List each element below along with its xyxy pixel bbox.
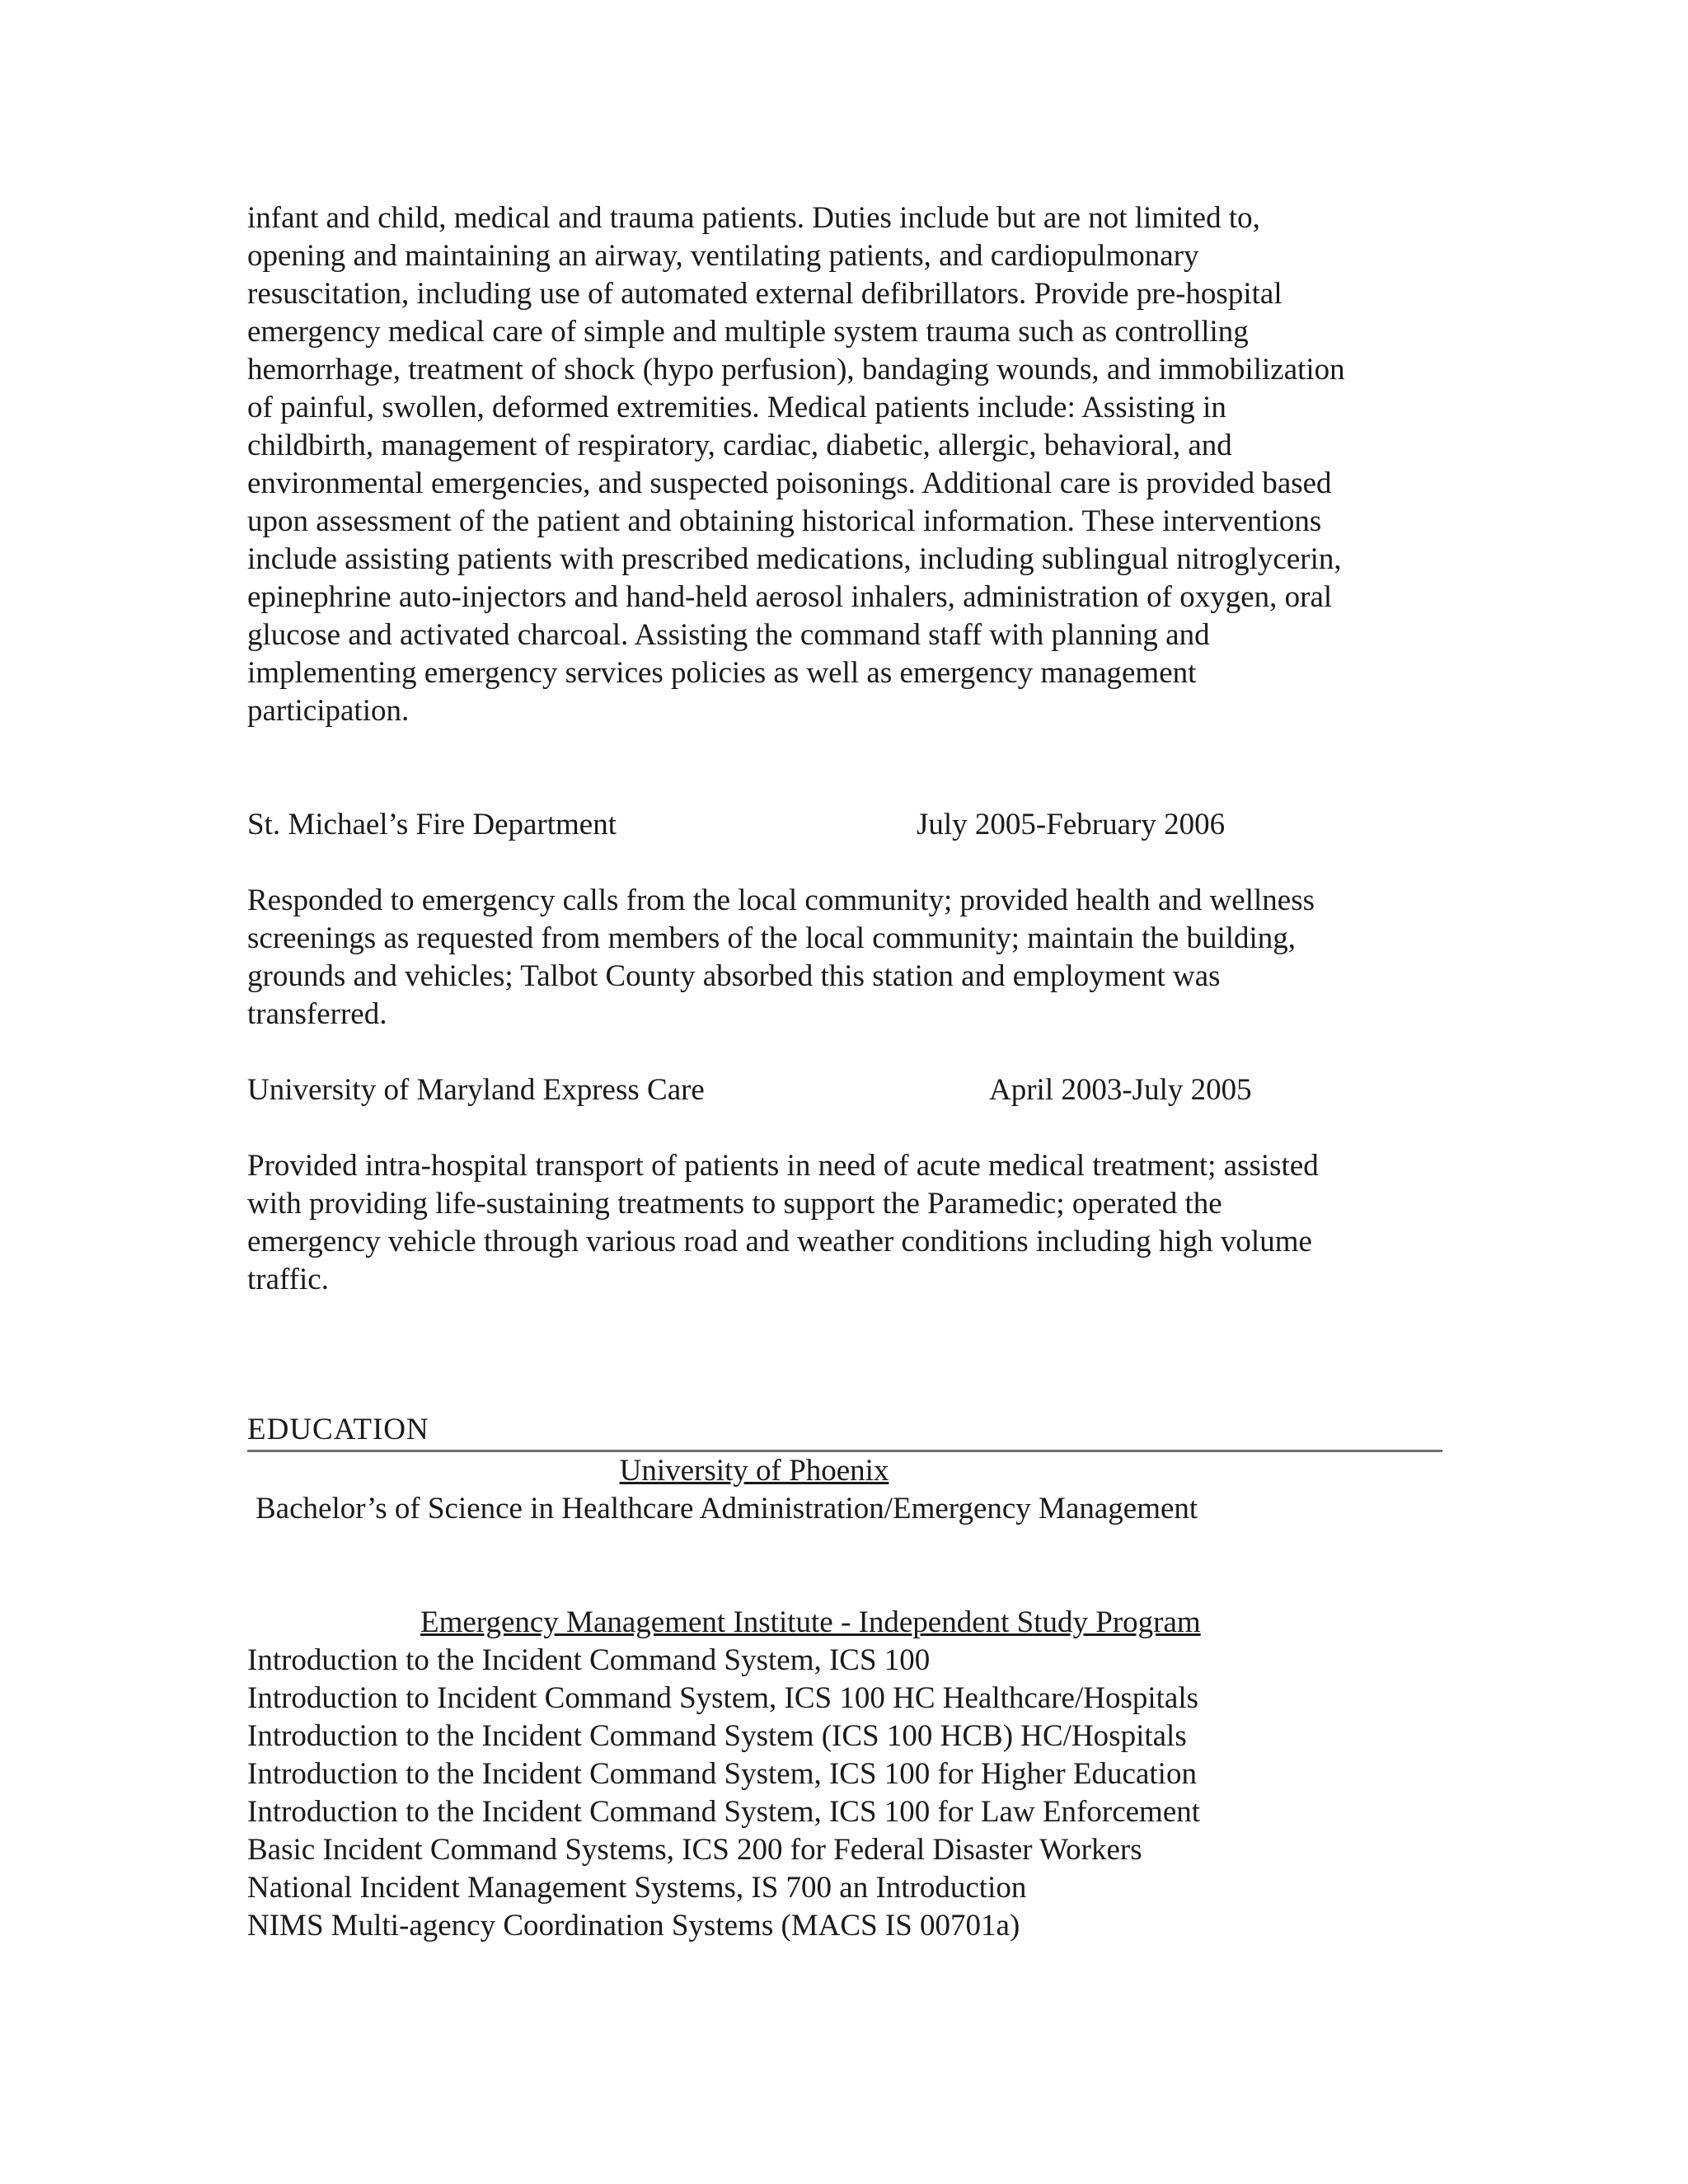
job-header-st-michaels (247, 806, 1442, 844)
resume-page (247, 199, 1442, 1945)
job-header-umd-express-care (247, 1071, 1442, 1109)
paragraph-line: opening and maintaining an airway, ventilating patients, and cardiopulmonary (247, 239, 1199, 273)
course-list (247, 1642, 1442, 1945)
paragraph-line: resuscitation, including use of automated external defibrillators. Provide pre-hospital (247, 277, 1282, 311)
employer-name: University of Maryland Express Care (247, 1073, 705, 1107)
paragraph-line: upon assessment of the patient and obtaining historical information. These interventions (247, 504, 1322, 538)
paragraph-line: epinephrine auto-injectors and hand-held aerosol inhalers, administration of oxygen, oral (247, 580, 1333, 614)
paragraph-line: hemorrhage, treatment of shock (hypo perfusion), bandaging wounds, and immobilization (247, 353, 1345, 387)
course-item: Introduction to the Incident Command System, ICS 100 (247, 1643, 931, 1677)
course-item: Basic Incident Command Systems, ICS 200 for Federal Disaster Workers (247, 1833, 1142, 1867)
education-heading: EDUCATION (247, 1413, 429, 1446)
paragraph-line: Provided intra-hospital transport of patients in need of acute medical treatment; assisted (247, 1149, 1319, 1183)
paragraph-line: with providing life-sustaining treatments to support the Paramedic; operated the (247, 1187, 1222, 1221)
paragraph-line: implementing emergency services policies as well as emergency management (247, 656, 1197, 690)
job-description-st-michaels (247, 882, 1442, 1033)
paragraph-line: include assisting patients with prescribed medications, including sublingual nitroglycerin, (247, 542, 1342, 576)
paragraph-line: grounds and vehicles; Talbot County absorbed this station and employment was (247, 959, 1221, 993)
paragraph-line: emergency vehicle through various road and weather conditions including high volume (247, 1225, 1312, 1258)
paragraph-line: infant and child, medical and trauma patients. Duties include but are not limited to, (247, 201, 1260, 235)
employer-name: St. Michael’s Fire Department (247, 808, 617, 841)
job-description-umd-express-care (247, 1147, 1442, 1299)
paragraph-line: screenings as requested from members of the local community; maintain the building, (247, 921, 1296, 955)
paragraph-line: environmental emergencies, and suspected poisonings. Additional care is provided based (247, 466, 1332, 500)
course-item: Introduction to the Incident Command System, ICS 100 for Higher Education (247, 1757, 1197, 1791)
course-item: National Incident Management Systems, IS 700 an Introduction (247, 1871, 1027, 1905)
course-item: Introduction to the Incident Command System, ICS 100 for Law Enforcement (247, 1795, 1201, 1829)
paragraph-line: glucose and activated charcoal. Assisting the command staff with planning and (247, 618, 1210, 652)
school-name: University of Phoenix (619, 1454, 889, 1488)
employment-dates: April 2003-July 2005 (989, 1073, 1252, 1107)
ema-program-title: Emergency Management Institute - Independent Study Program (420, 1605, 1201, 1639)
paragraph-line: emergency medical care of simple and multiple system trauma such as controlling (247, 315, 1249, 349)
paragraph-line: traffic. (247, 1263, 329, 1296)
paragraph-line: participation. (247, 694, 410, 728)
paragraph-line: transferred. (247, 997, 387, 1031)
course-item: Introduction to the Incident Command System (ICS 100 HCB) HC/Hospitals (247, 1719, 1187, 1753)
degree-title: Bachelor’s of Science in Healthcare Administration/Emergency Management (256, 1492, 1198, 1526)
paragraph-line: childbirth, management of respiratory, cardiac, diabetic, allergic, behavioral, and (247, 429, 1232, 462)
employment-dates: July 2005-February 2006 (917, 808, 1226, 841)
course-item: Introduction to Incident Command System, ICS 100 HC Healthcare/Hospitals (247, 1681, 1199, 1715)
intro-paragraph (247, 199, 1442, 730)
paragraph-line: Responded to emergency calls from the local community; provided health and wellness (247, 883, 1315, 917)
paragraph-line: of painful, swollen, deformed extremities. Medical patients include: Assisting in (247, 391, 1226, 424)
course-item: NIMS Multi-agency Coordination Systems (MACS IS 00701a) (247, 1909, 1020, 1943)
